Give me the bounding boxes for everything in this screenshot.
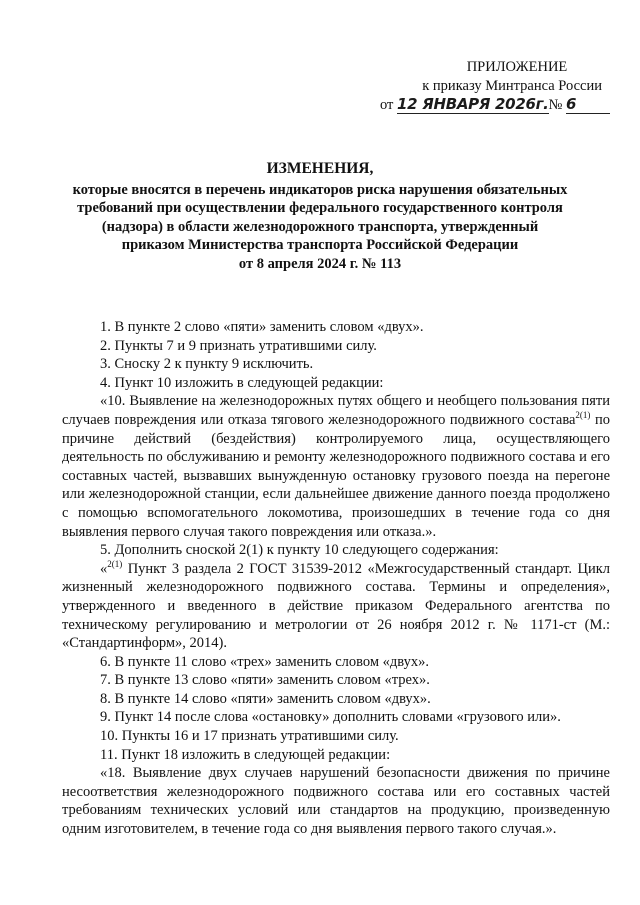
handwritten-date: 12 ЯНВАРЯ 2026г. xyxy=(397,95,549,113)
quoted-point-18: «18. Выявление двух случаев нарушений безопасности движения по причине несоответствия железнодорожного подвижного состава или его составных частей требованиям технических условий или стандартов на продукцию, произведенную одним изготовителем, в течение года со дня выявления первого такого случая.». xyxy=(62,765,610,838)
item-11: 11. Пункт 18 изложить в следующей редакции: xyxy=(100,746,391,763)
approval-header xyxy=(380,58,602,115)
title-line-2: требований при осуществлении федерального государственного контроля xyxy=(77,200,563,216)
item-3: 3. Сноску 2 к пункту 9 исключить. xyxy=(100,356,314,373)
footnote-2-1-text xyxy=(62,560,610,653)
point-10-text-b: по причине действий (бездействия) контролируемого лица, осуществляющего деятельность по обслуживанию и ремонту железнодорожного подвижного состава и его составных частей, вызвавших вынужденную остановку грузового поезда на перегоне или железнодорожной станции, если дальнейшее движение данного поезда продолжено с помощью вспомогательного локомотива, произошедших в течение года со дня выявления первого случая такого повреждения или отказа.». xyxy=(62,411,610,540)
order-date-line xyxy=(380,96,602,115)
date-prefix: от xyxy=(380,97,394,113)
order-reference: к приказу Минтранса России xyxy=(422,78,602,94)
quoted-point-10 xyxy=(62,392,610,541)
footnote-ref-2-1: 2(1) xyxy=(575,409,591,420)
item-1: 1. В пункте 2 слово «пяти» заменить словом «двух». xyxy=(100,319,424,335)
item-7: 7. В пункте 13 слово «пяти» заменить словом «трех». xyxy=(100,672,430,689)
title-line-1: которые вносятся в перечень индикаторов риска нарушения обязательных xyxy=(72,181,568,198)
document-body xyxy=(62,318,610,839)
item-10: 10. Пункты 16 и 17 признать утратившими силу. xyxy=(100,728,399,745)
item-2: 2. Пункты 7 и 9 признать утратившими силу. xyxy=(100,337,377,354)
item-6: 6. В пункте 11 слово «трех» заменить словом «двух». xyxy=(100,653,429,670)
changes-heading: ИЗМЕНЕНИЯ, xyxy=(266,160,374,177)
item-5: 5. Дополнить сноской 2(1) к пункту 10 следующего содержания: xyxy=(100,542,499,559)
document-title xyxy=(60,160,580,273)
point-10-text-a: «10. Выявление на железнодорожных путях общего и необщего пользования пяти случаев повреждения или отказа тягового железнодорожного подвижного состава xyxy=(62,393,610,428)
footnote-body: Пункт 3 раздела 2 ГОСТ 31539-2012 «Межгосударственный стандарт. Цикл жизненный железнодорожного подвижного состава. Термины и определения», утвержденного и введенного в действие приказом Федерального агентства по техническому регулированию и метрологии от 26 ноября 2012 г. № 1171-ст (М.: «Стандартинформ», 2014). xyxy=(62,560,610,652)
footnote-open-quote: « xyxy=(100,560,108,577)
handwritten-number: 6 xyxy=(566,95,577,113)
item-8: 8. В пункте 14 слово «пяти» заменить словом «двух». xyxy=(100,690,431,707)
item-9: 9. Пункт 14 после слова «остановку» дополнить словами «грузового или». xyxy=(100,709,561,726)
title-line-4: приказом Министерства транспорта Российской Федерации xyxy=(121,237,519,253)
appendix-label: ПРИЛОЖЕНИЕ xyxy=(466,59,568,75)
title-line-3: (надзора) в области железнодорожного транспорта, утвержденный xyxy=(101,218,539,235)
item-4: 4. Пункт 10 изложить в следующей редакции: xyxy=(100,374,384,391)
number-prefix: № xyxy=(548,97,563,113)
footnote-marker: 2(1) xyxy=(107,558,123,569)
title-line-5: от 8 апреля 2024 г. № 113 xyxy=(238,255,402,272)
